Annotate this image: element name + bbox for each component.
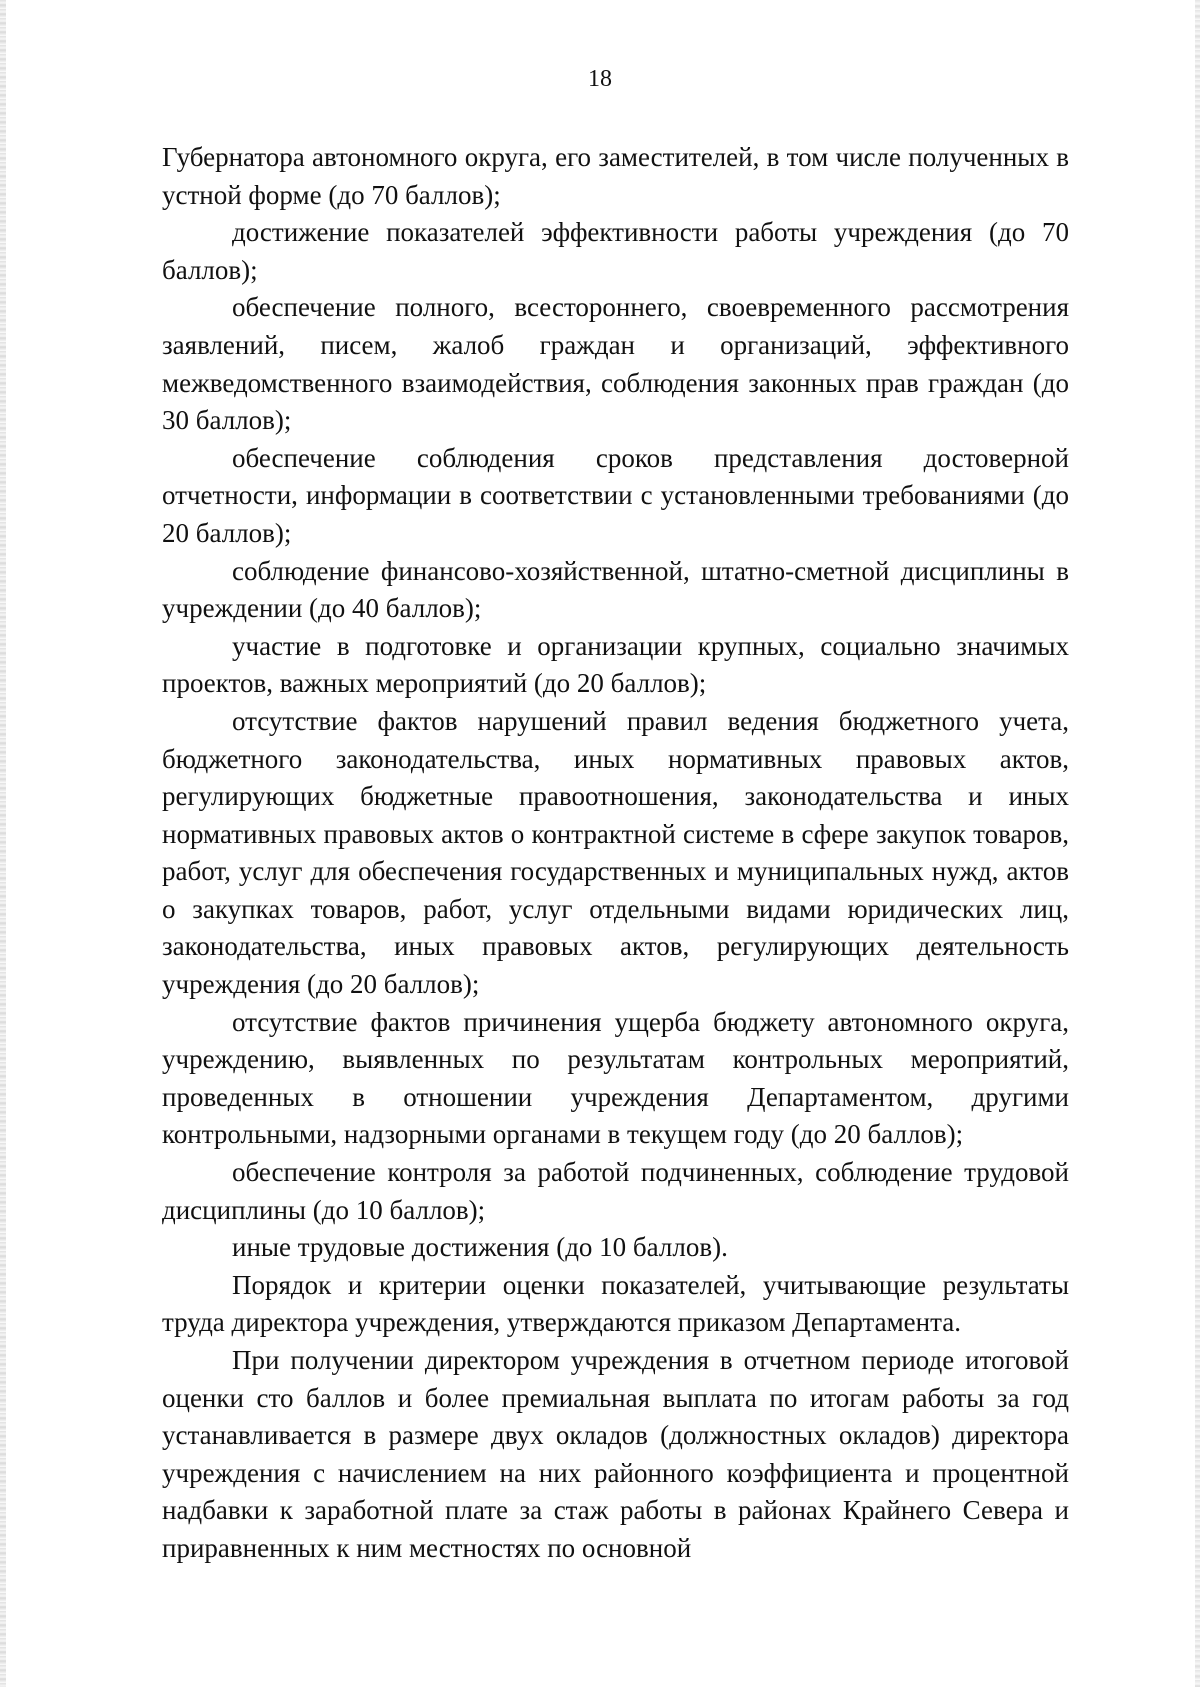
paragraph: соблюдение финансово-хозяйственной, штатно-сметной дисциплины в учреждении (до 40 баллов); (162, 555, 1069, 624)
page-number: 18 (588, 66, 612, 92)
paragraph: отсутствие фактов нарушений правил ведения бюджетного учета, бюджетного законодательства, иных нормативных правовых актов, регулирующих бюджетные правоотношения, законодательства и иных нормативных правовых актов о контрактной системе в сфере закупок товаров, работ, услуг для обеспечения государственных и муниципальных нужд, актов о закупках товаров, работ, услуг отдельными видами юридических лиц, законодательства, иных правовых актов, регулирующих деятельность учреждения (до 20 баллов); (162, 705, 1069, 1000)
paragraph: Порядок и критерии оценки показателей, учитывающие результаты труда директора учреждения, утверждаются приказом Департамента. (162, 1269, 1069, 1338)
paragraph: участие в подготовке и организации крупных, социально значимых проектов, важных мероприятий (до 20 баллов); (162, 630, 1069, 699)
scan-edge-left (0, 0, 6, 1687)
paragraph: Губернатора автономного округа, его заместителей, в том числе полученных в устной форме (до 70 баллов); (162, 142, 1069, 210)
document-body (162, 139, 1069, 1568)
paragraph: обеспечение соблюдения сроков представления достоверной отчетности, информации в соответствии с установленными требованиями (до 20 баллов); (162, 442, 1069, 548)
paragraph: обеспечение полного, всестороннего, своевременного рассмотрения заявлений, писем, жалоб граждан и организаций, эффективного межведомственного взаимодействия, соблюдения законных прав граждан (до 30 баллов); (162, 292, 1069, 436)
paragraph: обеспечение контроля за работой подчиненных, соблюдение трудовой дисциплины (до 10 баллов); (162, 1157, 1069, 1225)
scan-edge-right (1195, 0, 1200, 1687)
paragraph: достижение показателей эффективности работы учреждения (до 70 баллов); (162, 217, 1069, 285)
paragraph: отсутствие фактов причинения ущерба бюджету автономного округа, учреждению, выявленных по результатам контрольных мероприятий, проведенных в отношении учреждения Департаментом, другими контрольными, надзорными органами в текущем году (до 20 баллов); (162, 1006, 1069, 1150)
paragraph: При получении директором учреждения в отчетном периоде итоговой оценки сто баллов и более премиальная выплата по итогам работы за год устанавливается в размере двух окладов (должностных окладов) директора учреждения с начислением на них районного коэффициента и процентной надбавки к заработной плате за стаж работы в районах Крайнего Севера и приравненных к ним местностях по основной (162, 1345, 1069, 1563)
paragraph: иные трудовые достижения (до 10 баллов). (232, 1232, 728, 1263)
